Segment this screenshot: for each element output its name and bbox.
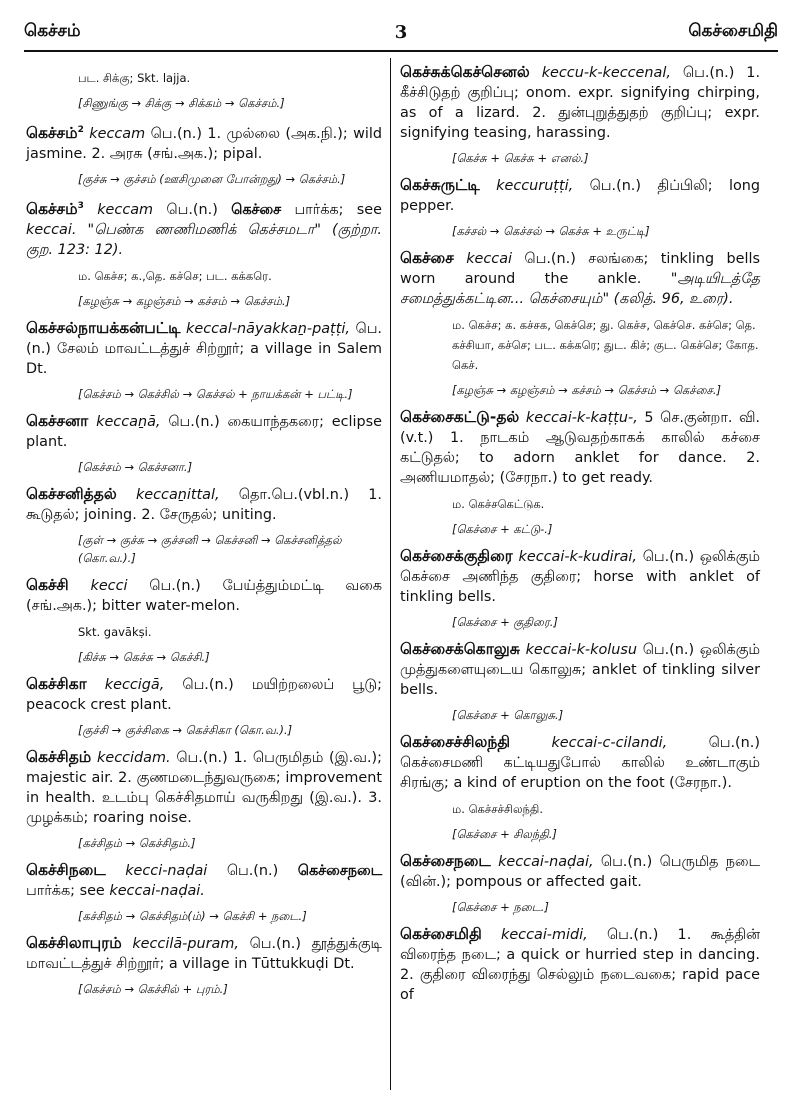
- entry-headword: கெச்சிகா: [26, 674, 87, 693]
- entry-headword: கெச்சைமிதி: [400, 925, 482, 943]
- entry-etymology: [குள் → குச்சு → குச்சனி → கெச்சனி → கெச்சனித்தல் (கொ.வ.).]: [78, 532, 342, 565]
- entry-definition: பெ.(n.) மயிற்றலைப் பூடு; peacock crest plant.: [26, 676, 382, 713]
- entry-headword: கெச்சி: [26, 575, 69, 594]
- left-column: [26, 62, 382, 1006]
- entry-transliteration: keccai-naḍai,: [498, 854, 594, 870]
- dictionary-entry: [400, 924, 760, 1005]
- entry-headword: கெச்சம்: [26, 199, 78, 218]
- dictionary-entry: [400, 62, 760, 143]
- dictionary-entry: [26, 674, 382, 715]
- entry-etymology: [குச்சி → குச்சிகை → கெச்சிகா (கொ.வ.).]: [78, 722, 293, 737]
- entry-transliteration: keccai-k-kolusu: [525, 642, 638, 658]
- entry-etymology: [கிச்சு → கெச்சு → கெச்சி.]: [78, 649, 210, 664]
- entry-definition: பெ.(n.) தூத்துக்குடி மாவட்டத்துச் சிற்றூர்; a village in Tūttukkuḍi Dt.: [26, 935, 382, 972]
- entry-definition: பெ.(n.): [166, 201, 218, 218]
- entry-definition: பெ.(n.) பேய்த்தும்மட்டி வகை (சங்.அக.); bitter water-melon.: [26, 577, 383, 614]
- dictionary-entry: [400, 546, 760, 607]
- see-reference-transliteration: keccai-naḍai.: [109, 882, 205, 899]
- entry-transliteration: keccuruṭṭi,: [496, 178, 574, 194]
- dictionary-entry: [400, 175, 760, 216]
- dictionary-entry: [26, 411, 382, 452]
- page-number: 3: [394, 22, 408, 43]
- entry-etymology: [கெச்சம் → கெச்சில் → கெச்சல் + நாயக்கன் + பட்டி.]: [78, 386, 353, 401]
- entry-transliteration: keccai-k-kaṭṭu-,: [525, 410, 638, 426]
- entry-etymology: [குச்சு → குச்சம் (ஊசிமுனை போன்றது) → கெச்சம்.]: [78, 171, 346, 186]
- entry-definition: பார்க்க; see: [294, 201, 382, 218]
- column-divider: [390, 58, 391, 1090]
- entry-definition: பெ.(n.) 1. பெருமிதம் (இ.வ.); majestic air. 2. குணமடைந்துவருகை; improvement in health. உடம்பு கெச்சிதமாய் வருகிறது (இ.வ.). 3. முழக்கம்; roaring noise.: [26, 749, 382, 826]
- homonym-number: 2: [77, 125, 84, 135]
- entry-etymology: [கச்சல் → கெச்சல் → கெச்சு + உருட்டி]: [452, 224, 650, 238]
- dictionary-entry: [400, 639, 760, 700]
- entry-transliteration: keccai: [466, 251, 513, 267]
- entry-cognates: ம. கெச்சச்சிலந்தி.: [452, 802, 543, 816]
- entry-headword: கெச்சனித்தல்: [26, 484, 117, 503]
- entry-definition: பெ.(n.) பெருமித நடை (வின்.); pompous or affected gait.: [400, 854, 760, 890]
- entry-definition: பெ.(n.) ஒலிக்கும் முத்துகளையுடைய கொலுசு; anklet of tinkling silver bells.: [400, 642, 760, 698]
- entry-headword: கெச்சைகட்டு-தல்: [400, 408, 520, 426]
- entry-definition: பெ.(n.) சலங்கை; tinkling bells worn around the ankle.: [400, 251, 760, 287]
- entry-etymology: [கச்சிதம் → கெச்சிதம்(ம்) → கெச்சி + நடை.]: [78, 908, 307, 923]
- entry-transliteration: keccai-c-cilandi,: [551, 735, 668, 751]
- dictionary-entry: [26, 484, 382, 525]
- entry-headword: கெச்சைநடை: [400, 852, 491, 870]
- entry-transliteration: keccai-midi,: [500, 927, 588, 943]
- entry-headword: கெச்சிதம்: [26, 747, 92, 766]
- entry-cognates: ம. கெச்சகெட்டுக.: [452, 497, 545, 511]
- entry-etymology: [கழஞ்சு → கழஞ்சம் → கச்சம் → கெச்சம் → கெச்சை.]: [452, 383, 722, 397]
- entry-transliteration: keccigā,: [104, 676, 165, 693]
- entry-definition: பெ.(n.) ஒலிக்கும் கெச்சை அணிந்த குதிரை; horse with anklet of tinkling bells.: [400, 549, 761, 605]
- entry-transliteration: keccaṉittal,: [135, 486, 220, 503]
- entry-cognates: ம. கெச்ச; க.,தெ. கச்செ; பட. கக்கரெ.: [78, 268, 272, 283]
- entry-headword: கெச்சனா: [26, 411, 89, 430]
- entry-definition: பெ.(n.): [226, 862, 279, 879]
- see-reference: கெச்சை: [231, 201, 282, 218]
- dictionary-entry: [26, 933, 382, 974]
- entry-transliteration: keccam: [89, 125, 146, 142]
- entry-etymology: [கெச்சை + சிலந்தி.]: [452, 827, 557, 841]
- dictionary-entry: [26, 318, 382, 379]
- entry-etymology: [கெச்சை + கொலுசு.]: [452, 708, 564, 722]
- entry-definition: பார்க்க; see: [26, 882, 105, 899]
- dictionary-entry: [26, 747, 382, 828]
- entry-definition: தொ.பெ.(vbl.n.) 1. கூடுதல்; joining. 2. சேருதல்; uniting.: [26, 486, 383, 523]
- dictionary-entry: [26, 196, 382, 260]
- entry-etymology: [கெச்சை + நடை.]: [452, 900, 549, 914]
- entry-transliteration: keccaṉā,: [96, 413, 161, 430]
- entry-transliteration: keccidam.: [97, 749, 171, 766]
- entry-headword: கெச்சிலாபுரம்: [26, 933, 122, 952]
- dictionary-entry: [400, 407, 760, 488]
- entry-quotation: "அடியிடத்தே சமைத்துக்கட்டின... கெச்சையும்" (கலித். 96, உரை).: [400, 271, 761, 307]
- entry-definition: 5 செ.குன்றா. வி.(v.t.) 1. நாடகம் ஆடுவதற்காகக் காலில் கச்சை கட்டுதல்; to adorn anklet for dance. 2. அணியமாதல்; (சேரநா.) to get ready.: [400, 410, 760, 486]
- see-reference: கெச்சைநடை: [297, 862, 383, 879]
- dictionary-entry: [26, 120, 382, 164]
- entry-etymology: [கெச்சம் → கெச்சனா.]: [78, 459, 193, 474]
- entry-etymology: [கச்சிதம் → கெச்சிதம்.]: [78, 835, 196, 850]
- entry-transliteration: keccu-k-keccenal,: [541, 65, 671, 81]
- entry-headword: கெச்சல்நாயக்கன்பட்டி: [26, 318, 181, 337]
- dictionary-entry: [26, 575, 382, 616]
- entry-cognates: ம. கெச்ச; க. கச்சக, கெச்செ; து. கெச்ச, கெச்செ. கச்செ; தெ. கச்சியா, கச்செ; பட. கக்கரெ; துட. கிச்; குட. கெச்செ; கோத. கெச்.: [452, 318, 759, 372]
- see-reference-transliteration: keccai.: [26, 221, 77, 238]
- entry-etymology: [கெச்சம் → கெச்சில் + புரம்.]: [78, 981, 228, 996]
- entry-etymology: [கழஞ்சு → கழஞ்சம் → கச்சம் → கெச்சம்.]: [78, 293, 291, 308]
- entry-quotation: "பெண்க ணணிமணிக் கெச்சமடா" (குற்றா. குற. 123: 12).: [26, 221, 383, 258]
- entry-transliteration: keccilā-puram,: [132, 935, 239, 952]
- entry-transliteration: keccai-k-kudirai,: [518, 549, 637, 565]
- entry-definition: பெ.(n.) 1. கூத்தின் விரைந்த நடை; a quick or hurried step in dancing. 2. குதிரை விரைந்து செல்லும் நடைவகை; rapid pace of: [400, 927, 761, 1003]
- entry-headword: கெச்சிநடை: [26, 860, 106, 879]
- entry-etymology: [கெச்சை + குதிரை.]: [452, 615, 558, 629]
- dictionary-entry: [400, 732, 760, 793]
- dictionary-entry: [400, 851, 760, 892]
- entry-cognates: பட. சிக்கு; Skt. lajja.: [78, 71, 191, 85]
- entry-headword: கெச்சம்: [26, 123, 78, 142]
- entry-cognates: Skt. gavākṣi.: [78, 624, 152, 639]
- right-column: [400, 62, 760, 1009]
- entry-transliteration: kecci-naḍai: [125, 862, 208, 879]
- entry-transliteration: keccal-nāyakkaṉ-paṭṭi,: [186, 320, 350, 337]
- right-running-headword: கெச்சைமிதி: [688, 21, 778, 41]
- entry-definition: பெ.(n.) கெச்சைமணி கட்டியதுபோல் காலில் உண்டாகும் சிரங்கு; a kind of eruption on the foot (சேரநா.).: [400, 735, 760, 791]
- entry-definition: பெ.(n.) கையாந்தகரை; eclipse plant.: [26, 413, 383, 450]
- entry-etymology: [கெச்சை + கட்டு-.]: [452, 522, 553, 536]
- entry-headword: கெச்சைக்கொலுசு: [400, 640, 520, 658]
- entry-etymology: [சிணுங்கு → சிக்கு → சிக்கம் → கெச்சம்.]: [78, 96, 285, 110]
- entry-headword: கெச்சை: [400, 249, 454, 267]
- entry-etymology: [கெச்சு + கெச்சு + எனல்.]: [452, 151, 589, 165]
- page-header: [24, 14, 778, 52]
- entry-definition: பெ.(n.) சேலம் மாவட்டத்துச் சிற்றூர்; a village in Salem Dt.: [26, 320, 382, 377]
- entry-transliteration: kecci: [90, 577, 128, 594]
- homonym-number: 3: [77, 200, 84, 211]
- entry-definition: பெ.(n.) 1. முல்லை (அக.நி.); wild jasmine. 2. அரசு (சங்.அக.); pipal.: [26, 125, 383, 162]
- entry-transliteration: keccam: [97, 201, 154, 218]
- entry-definition: பெ.(n.) திப்பிலி; long pepper.: [400, 178, 761, 214]
- entry-headword: கெச்சைக்குதிரை: [400, 547, 513, 565]
- entry-definition: பெ.(n.) 1. கீச்சிடுதற் குறிப்பு; onom. expr. signifying chirping, as of a lizard. 2. துன்புறுத்துதற் குறிப்பு; expr. signifying teasing, harassing.: [400, 65, 761, 141]
- dictionary-entry: [400, 248, 760, 309]
- left-running-headword: கெச்சம்: [24, 21, 81, 41]
- entry-headword: கெச்சுக்கெச்செனல்: [400, 63, 530, 81]
- entry-headword: கெச்சுருட்டி: [400, 176, 480, 194]
- dictionary-entry: [26, 860, 382, 901]
- entry-headword: கெச்சைச்சிலந்தி: [400, 733, 511, 751]
